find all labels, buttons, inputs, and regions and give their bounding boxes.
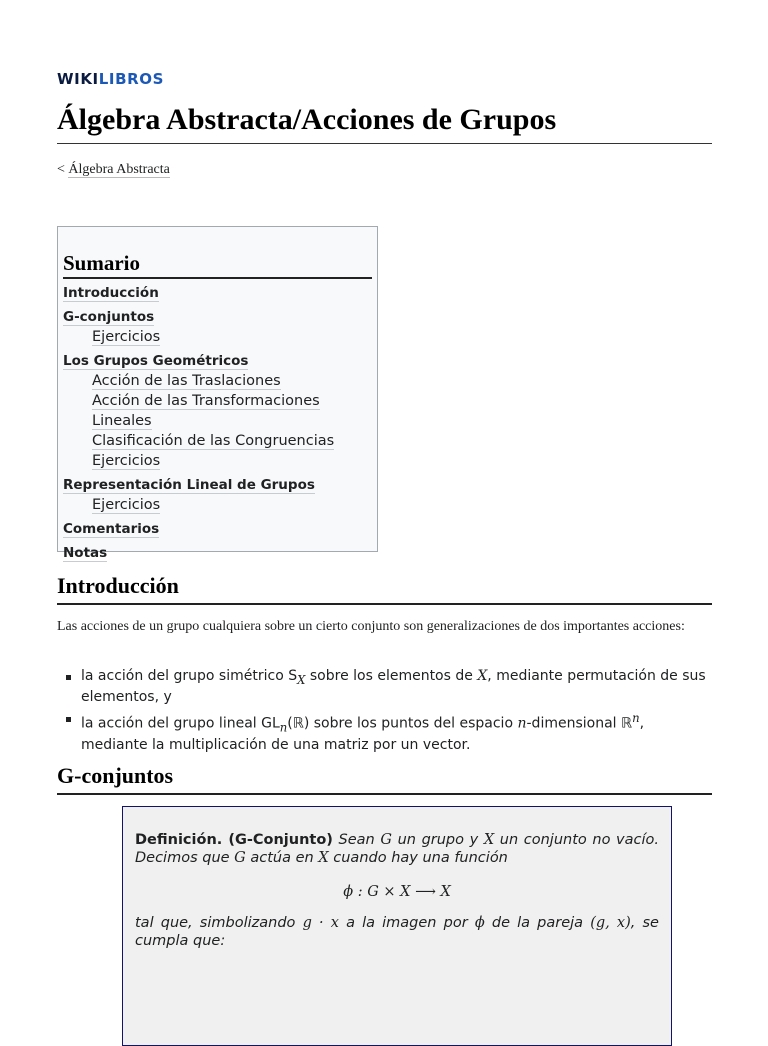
- math-symbol: GL: [261, 715, 280, 732]
- toc-item[interactable]: Comentarios: [63, 521, 160, 537]
- definition-text: Definición. (G-Conjunto) Sean G un grupo y X un conjunto no vacío. Decimos que G actúa en X cuando hay una función: [135, 832, 659, 866]
- toc-list: [63, 283, 372, 563]
- page-title: Álgebra Abstracta/Acciones de Grupos: [57, 101, 712, 144]
- section-heading-g-conjuntos: G-conjuntos: [57, 762, 712, 795]
- toc-title: Sumario: [63, 251, 372, 279]
- breadcrumb: [57, 162, 170, 178]
- breadcrumb-prefix: <: [57, 162, 69, 177]
- math-symbol: n: [517, 715, 527, 732]
- toc-item[interactable]: Representación Lineal de Grupos: [63, 477, 315, 493]
- toc-subitem[interactable]: Acción de las Transformaciones Lineales: [92, 393, 320, 429]
- intro-bullet-list: [57, 668, 712, 757]
- section-heading-introduccion: Introducción: [57, 572, 712, 605]
- wikibooks-logo[interactable]: [57, 70, 164, 88]
- list-item: la acción del grupo simétrico $S_X$ sobre los elementos de X, mediante permutación de sus elementos, y: [57, 668, 712, 707]
- definition-continuation: tal que, simbolizando g · x a la imagen por ϕ de la pareja (g, x), se cumpla que:: [135, 915, 659, 949]
- toc-item[interactable]: Introducción: [63, 285, 159, 301]
- math-symbol: ℝ: [621, 715, 633, 732]
- toc-subitem[interactable]: Clasificación de las Congruencias: [92, 433, 335, 449]
- toc-item[interactable]: Los Grupos Geométricos: [63, 353, 249, 369]
- definition-label: Definición. (G-Conjunto): [135, 832, 333, 848]
- math-symbol: S: [288, 668, 298, 684]
- breadcrumb-link[interactable]: Álgebra Abstracta: [68, 162, 170, 177]
- intro-paragraph: Las acciones de un grupo cualquiera sobre un cierto conjunto son generalizaciones de dos importantes acciones:: [57, 619, 685, 634]
- definition-formula: ϕ : G × X ⟶ X: [343, 884, 451, 900]
- logo-part-libros: LIBROS: [98, 70, 165, 88]
- toc-subitem[interactable]: Ejercicios: [92, 453, 161, 469]
- definition-box: [122, 806, 672, 1046]
- toc-subitem[interactable]: Ejercicios: [92, 497, 161, 513]
- math-symbol: X: [477, 668, 488, 684]
- list-item: la acción del grupo lineal $GL_n(ℝ)$ sobre los puntos del espacio n-dimensional ℝ$^n$, mediante la multiplicación de una matriz por un vector.: [57, 710, 712, 754]
- table-of-contents: [57, 226, 378, 561]
- toc-item[interactable]: Notas: [63, 545, 108, 561]
- logo-part-wiki: WIKI: [57, 70, 99, 88]
- toc-subitem[interactable]: Acción de las Traslaciones: [92, 373, 281, 389]
- toc-subitem[interactable]: Ejercicios: [92, 329, 161, 345]
- toc-item[interactable]: G-conjuntos: [63, 309, 155, 325]
